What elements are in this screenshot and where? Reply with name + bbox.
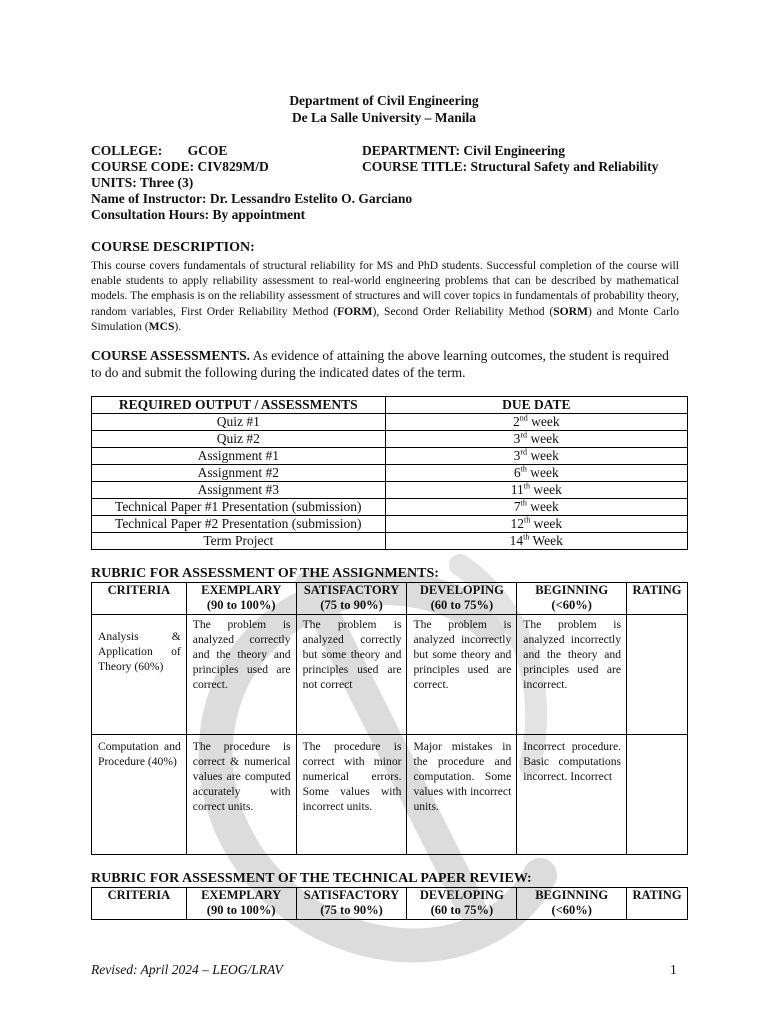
due-cell: 12th week xyxy=(385,516,687,533)
due-cell: 7th week xyxy=(385,499,687,516)
rubric-assignments-heading: RUBRIC FOR ASSESSMENT OF THE ASSIGNMENTS: xyxy=(91,566,439,581)
table-header-row xyxy=(92,397,688,414)
university-heading: De La Salle University – Manila xyxy=(291,110,477,125)
output-cell: Quiz #1 xyxy=(92,414,386,431)
output-cell: Assignment #2 xyxy=(92,465,386,482)
due-cell: 2nd week xyxy=(385,414,687,431)
instructor-line xyxy=(91,191,412,207)
instructor-value: : Dr. Lessandro Estelito O. Garciano xyxy=(201,191,413,206)
table-row xyxy=(92,735,688,855)
college-label: COLLEGE: xyxy=(91,143,163,158)
output-cell: Technical Paper #2 Presentation (submission) xyxy=(92,516,386,533)
course-title-line: COURSE TITLE: Structural Safety and Reliability xyxy=(362,159,659,174)
consultation-label: Consultation Hours xyxy=(91,207,205,222)
satisfactory-cell: The procedure is correct with minor numerical errors. Some values with incorrect units. xyxy=(296,735,407,855)
rubric-assignments-table xyxy=(91,582,688,855)
rating-header: RATING xyxy=(627,888,688,920)
table-row xyxy=(92,482,688,499)
table-row xyxy=(92,533,688,550)
rubric-header-row xyxy=(92,888,688,920)
instructor-label: Name of Instructor xyxy=(91,191,202,206)
exemplary-cell: The procedure is correct & numerical values are computed accurately with correct units. xyxy=(186,735,296,855)
page-number: 1 xyxy=(670,962,677,977)
criteria-cell: Computation and Procedure (40%) xyxy=(92,735,187,855)
satisfactory-header: SATISFACTORY (75 to 90%) xyxy=(296,888,407,920)
due-cell: 3rd week xyxy=(385,448,687,465)
exemplary-cell: The problem is analyzed correctly and the theory and principles used are correct. xyxy=(186,615,296,735)
course-code-line: COURSE CODE: CIV829M/D xyxy=(91,159,269,174)
developing-cell: Major mistakes in the procedure and computation. Some values with incorrect units. xyxy=(407,735,517,855)
table-row xyxy=(92,499,688,516)
rating-header: RATING xyxy=(627,583,688,615)
exemplary-header: EXEMPLARY (90 to 100%) xyxy=(186,888,296,920)
course-assessments-paragraph: COURSE ASSESSMENTS. As evidence of attaining the above learning outcomes, the student is required to do and submit the following during the indicated dates of the term. xyxy=(91,348,669,380)
due-cell: 11th week xyxy=(385,482,687,499)
criteria-cell: Analysis & Application of Theory (60%) xyxy=(92,615,187,735)
satisfactory-cell: The problem is analyzed correctly but some theory and principles used are not correct xyxy=(296,615,407,735)
table-row xyxy=(92,516,688,533)
exemplary-header: EXEMPLARY (90 to 100%) xyxy=(186,583,296,615)
beginning-header: BEGINNING (<60%) xyxy=(517,583,627,615)
output-cell: Assignment #3 xyxy=(92,482,386,499)
output-cell: Term Project xyxy=(92,533,386,550)
table-row xyxy=(92,431,688,448)
units-line: UNITS: Three (3) xyxy=(91,175,194,190)
output-cell: Assignment #1 xyxy=(92,448,386,465)
table-row xyxy=(92,465,688,482)
rating-cell xyxy=(627,735,688,855)
criteria-header: CRITERIA xyxy=(92,888,187,920)
dept-heading: Department of Civil Engineering xyxy=(289,93,479,108)
beginning-cell: Incorrect procedure. Basic computations incorrect. Incorrect xyxy=(517,735,627,855)
developing-header: DEVELOPING (60 to 75%) xyxy=(407,583,517,615)
course-assessments-heading: COURSE ASSESSMENTS. xyxy=(91,348,251,363)
due-date-table xyxy=(91,396,688,550)
column-header-due-date: DUE DATE xyxy=(385,397,687,414)
college-value: GCOE xyxy=(187,143,228,158)
table-row xyxy=(92,615,688,735)
developing-cell: The problem is analyzed incorrectly but some theory and principles used are correct. xyxy=(407,615,517,735)
rubric-technical-paper-table xyxy=(91,887,688,920)
course-description-text: This course covers fundamentals of structural reliability for MS and PhD students. Successful completion of the course will enable students to apply reliability assessment to real-world engineering problems that can be described by mathematical models. The emphasis is on the reliability assessment of structures and will cover topics in fundamentals of probability theory, random variables, First Order Reliability Method (FORM), Second Order Reliability Method (SORM) and Monte Carlo Simulation (MCS). xyxy=(91,259,679,333)
developing-header: DEVELOPING (60 to 75%) xyxy=(407,888,517,920)
consultation-value: : By appointment xyxy=(204,207,306,222)
rubric-header-row xyxy=(92,583,688,615)
course-description-heading: COURSE DESCRIPTION: xyxy=(91,240,255,255)
table-row xyxy=(92,414,688,431)
due-cell: 14th Week xyxy=(385,533,687,550)
output-cell: Quiz #2 xyxy=(92,431,386,448)
column-header-output: REQUIRED OUTPUT / ASSESSMENTS xyxy=(92,397,386,414)
college-line xyxy=(91,143,227,159)
due-cell: 6th week xyxy=(385,465,687,482)
consultation-line xyxy=(91,207,305,223)
table-row xyxy=(92,448,688,465)
criteria-header: CRITERIA xyxy=(92,583,187,615)
satisfactory-header: SATISFACTORY (75 to 90%) xyxy=(296,583,407,615)
rating-cell xyxy=(627,615,688,735)
revision-footer: Revised: April 2024 – LEOG/LRAV xyxy=(91,962,283,977)
due-cell: 3rd week xyxy=(385,431,687,448)
rubric-technical-paper-heading: RUBRIC FOR ASSESSMENT OF THE TECHNICAL PAPER REVIEW: xyxy=(91,871,532,886)
beginning-cell: The problem is analyzed incorrectly and the theory and principles used are incorrect. xyxy=(517,615,627,735)
beginning-header: BEGINNING (<60%) xyxy=(517,888,627,920)
output-cell: Technical Paper #1 Presentation (submission) xyxy=(92,499,386,516)
department-line: DEPARTMENT: Civil Engineering xyxy=(362,143,566,158)
